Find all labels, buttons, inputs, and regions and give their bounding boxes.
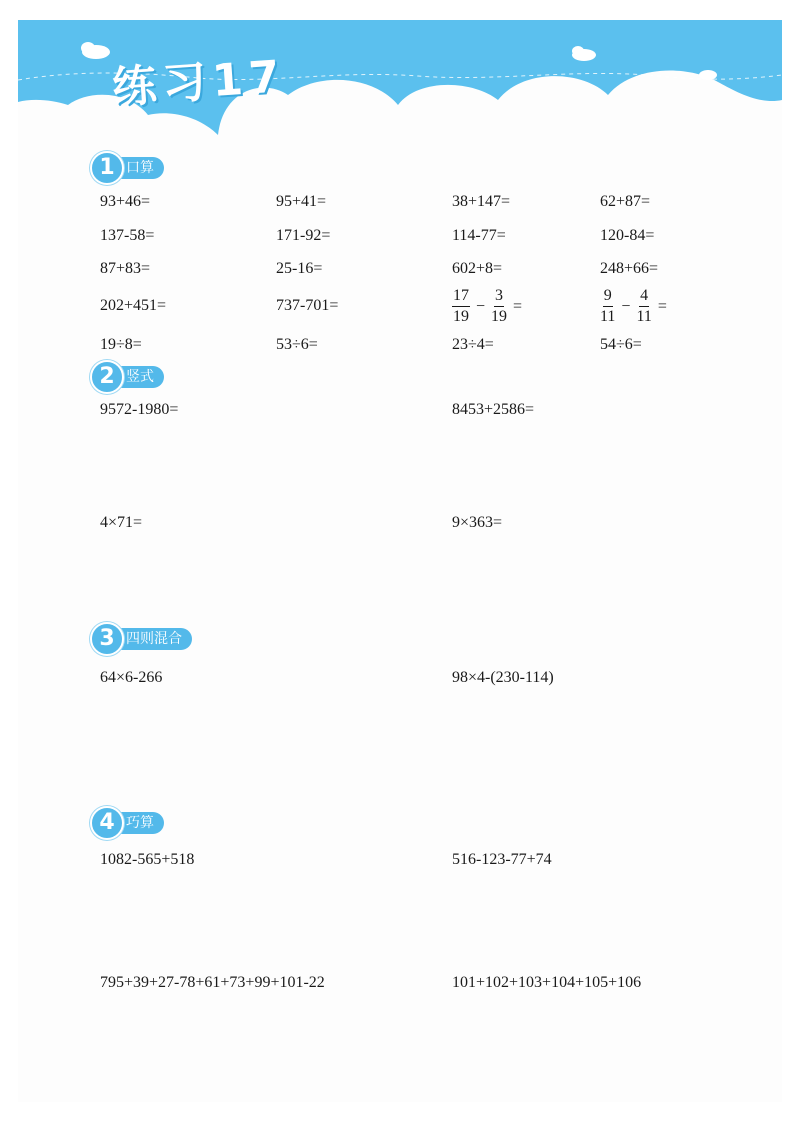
oral-item: 62+87= [600,193,651,210]
oral-item: 171-92= [276,227,331,244]
oral-item: 248+66= [600,260,659,277]
fraction-item [452,287,524,326]
section-number: 1 [90,151,124,185]
section-number: 2 [90,360,124,394]
numerator: 3 [494,287,504,307]
mixed-item: 64×6-266 [100,669,163,686]
oral-item: 202+451= [100,297,167,314]
vertical-item: 9572-1980= [100,401,179,418]
oral-item: 23÷4= [452,336,494,353]
section-label: 口算 [112,157,164,179]
numerator: 4 [639,287,649,307]
denominator: 19 [453,308,469,325]
fraction [491,287,507,326]
clever-item: 516-123-77+74 [452,851,552,868]
fraction-item [600,287,669,326]
minus-sign: − [621,297,631,315]
fraction [636,287,651,326]
section-label: 巧算 [112,812,164,834]
section-label: 竖式 [112,366,164,388]
mixed-item: 98×4-(230-114) [452,669,554,686]
clever-item: 1082-565+518 [100,851,195,868]
oral-item: 54÷6= [600,336,642,353]
oral-item: 87+83= [100,260,151,277]
oral-item: 93+46= [100,193,151,210]
section-number: 3 [90,622,124,656]
denominator: 11 [600,308,616,325]
denominator: 19 [491,308,508,325]
worksheet-title: 练习17 [110,51,288,114]
section-number: 4 [90,806,124,840]
oral-item: 137-58= [100,227,155,244]
clever-item: 795+39+27-78+61+73+99+101-22 [100,974,325,991]
numerator: 9 [603,287,613,307]
oral-item: 602+8= [452,260,503,277]
oral-item: 95+41= [276,193,327,210]
numerator: 17 [452,287,470,307]
oral-item: 120-84= [600,227,655,244]
oral-item: 53÷6= [276,336,318,353]
oral-item: 25-16= [276,260,323,277]
denominator: 11 [636,308,652,325]
vertical-item: 9×363= [452,514,503,531]
vertical-item: 8453+2586= [452,401,535,418]
oral-item: 38+147= [452,193,511,210]
minus-sign: − [476,297,486,315]
equals-sign: = [513,297,523,315]
fraction [452,287,470,326]
oral-item: 737-701= [276,297,339,314]
oral-item: 114-77= [452,227,506,244]
worksheet-page [18,20,782,1102]
oral-item: 19÷8= [100,336,142,353]
vertical-item: 4×71= [100,514,143,531]
fraction [600,287,615,326]
clever-item: 101+102+103+104+105+106 [452,974,642,991]
equals-sign: = [657,297,667,315]
section-label: 四则混合 [112,628,192,650]
